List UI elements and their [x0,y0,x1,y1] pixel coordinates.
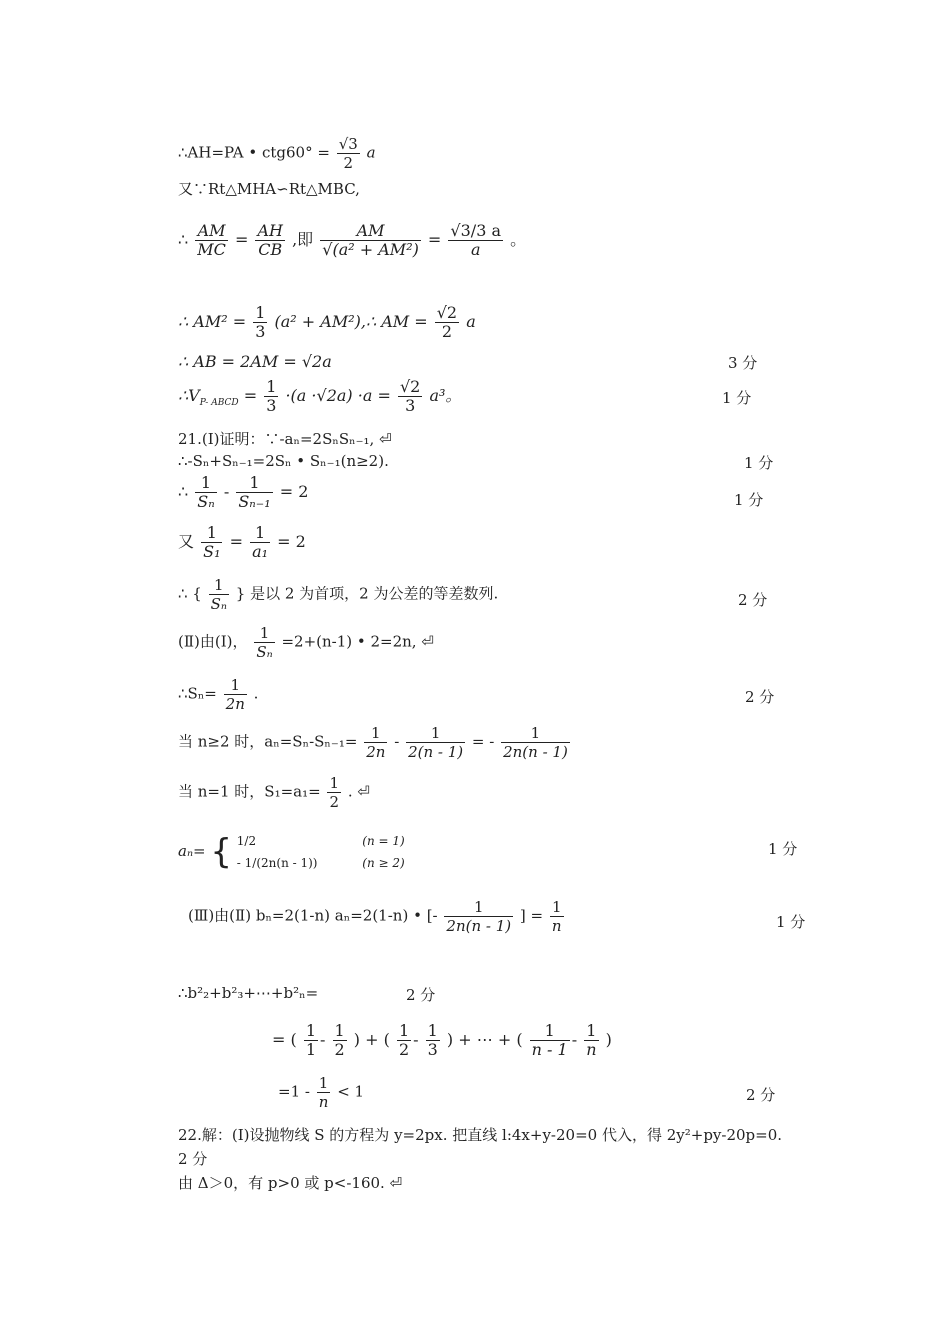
line-ab: ∴ AB = 2AM = √2a [178,352,332,371]
score-mark: 2 分 [406,986,436,1004]
fraction: $\frac{1}{2n(n - 1)}$ [446,898,512,935]
fraction: $\frac{1}{2(n - 1)}$ [408,724,464,761]
fraction: $\frac{√2}{3}$ [399,377,421,415]
line-telescoping: = ( $\frac{1}{1}$ - $\frac{1}{2}$ ) + ( $\frac{1}{2}$ - $\frac{1}{3}$ ) + ⋯ + ( $\frac{1}{n - 1}$ - $\frac{1}{n}$ ) [272,1021,612,1059]
line-ah: ∴AH=PA • ctg60° = $\frac{√3}{2}$ a [178,135,376,172]
fraction: $\frac{AM}{\text{√(a² + AM²)}}$ [322,221,419,259]
line-am-squared: ∴ AM² = $\frac{1}{3}$ (a² + AM²),∴ AM = $\frac{√2}{2}$ a [178,303,476,341]
line-21-step: ∴-Sₙ+Sₙ₋₁=2Sₙ • Sₙ₋₁(n≥2). [178,452,389,470]
fraction: $\frac{1}{n}$ [551,898,562,935]
line-an-n1: 当 n=1 时，S₁=a₁= $\frac{1}{2}$ . ⏎ [178,774,370,811]
line-volume: $\therefore V_{P- ABCD}$ = $\frac{1}{3}$ ·(a ·√2a) ·a = $\frac{√2}{3}$ a³。 [178,377,462,415]
fraction: $\frac{1}{n}$ [318,1074,329,1111]
fraction: $\frac{1}{2}$ [329,774,340,811]
fraction: $\frac{1}{n}$ [586,1021,597,1059]
line-sn: ∴Sₙ= $\frac{1}{2n}$ . [178,676,259,713]
score-mark: 1 分 [722,389,752,407]
score-mark: 3 分 [728,354,758,372]
fraction: $\frac{1}{\text{Sₙ}}$ [256,624,273,661]
fraction: $\frac{AH}{CB}$ [257,221,283,259]
left-brace-icon: { [210,832,233,872]
score-mark: 2 分 [738,591,768,609]
fraction: $\frac{1}{2}$ [398,1021,410,1059]
fraction: $\frac{1}{\text{a₁}}$ [252,523,269,561]
fraction: $\frac{AM}{MC}$ [197,221,226,259]
line-piecewise: aₙ= { 1/2 - 1/(2n(n - 1)) (n = 1) (n ≥ 2) [178,832,405,872]
score-mark: 1 分 [744,454,774,472]
line-part3: (Ⅲ)由(Ⅱ) bₙ=2(1-n) aₙ=2(1-n) • [- $\frac{1}{2n(n - 1)}$ ] = $\frac{1}{n}$ [188,898,562,935]
fraction: $\frac{1}{2n(n - 1)}$ [503,724,568,761]
line-an-n2: 当 n≥2 时，aₙ=Sₙ-Sₙ₋₁= $\frac{1}{2n}$ - $\frac{1}{2(n - 1)}$ = - $\frac{1}{2n(n - 1)}$ [178,724,568,761]
line-bn-sum: ∴b²₂+b²₃+⋯+b²ₙ= [178,984,319,1002]
fraction: $\frac{1}{\text{S₁}}$ [203,523,221,561]
fraction: $\frac{1}{2n}$ [225,676,245,713]
line-similar: 又∵Rt△MHA∽Rt△MBC, [178,180,360,198]
piecewise-conditions: (n = 1) (n ≥ 2) [362,834,405,870]
score-mark: 1 分 [768,840,798,858]
line-22-discriminant: 由 Δ＞0，有 p>0 或 p<-160. ⏎ [178,1174,403,1192]
fraction: $\frac{1}{3}$ [266,377,277,415]
line-ratio: ∴ $\frac{AM}{MC}$ = $\frac{AH}{CB}$ ,即 $\frac{AM}{\text{√(a² + AM²)}}$ = $\frac{√3/3 a}{a}$ 。 [178,221,527,259]
fraction: $\frac{√2}{2}$ [436,303,458,341]
fraction: $\frac{1}{\text{Sₙ₋₁}}$ [238,473,271,511]
line-part2: (Ⅱ)由(Ⅰ)， $\frac{1}{\text{Sₙ}}$ =2+(n-1) • 2=2n, ⏎ [178,624,434,661]
line-22-score: 2 分 [178,1150,208,1168]
line-22-solution: 22.解：(Ⅰ)设抛物线 S 的方程为 y=2px. 把直线 l:4x+y-20=0 代入，得 2y²+py-20p=0. [178,1126,783,1144]
fraction: $\frac{1}{n - 1}$ [531,1021,568,1059]
score-mark: 2 分 [745,688,775,706]
fraction: $\frac{1}{\text{Sₙ}}$ [197,473,215,511]
fraction: $\frac{√3}{2}$ [338,135,358,172]
fraction: $\frac{1}{3}$ [427,1021,438,1059]
line-arith-seq: ∴ { $\frac{1}{\text{Sₙ}}$ } 是以 2 为首项，2 为公差的等差数列. [178,576,499,613]
fraction: $\frac{1}{3}$ [255,303,266,341]
score-mark: 1 分 [734,491,764,509]
score-mark: 2 分 [746,1086,776,1104]
score-mark: 1 分 [776,913,806,931]
line-21-proof: 21.(Ⅰ)证明：∵-aₙ=2SₙSₙ₋₁, ⏎ [178,430,392,448]
fraction: $\frac{1}{2}$ [334,1021,345,1059]
line-reciprocal-diff: ∴ $\frac{1}{\text{Sₙ}}$ - $\frac{1}{\text{Sₙ₋₁}}$ = 2 [178,473,309,511]
line-initial: 又 $\frac{1}{\text{S₁}}$ = $\frac{1}{\text{a₁}}$ = 2 [178,523,306,561]
fraction: $\frac{1}{\text{Sₙ}}$ [210,576,227,613]
line-bound: =1 - $\frac{1}{n}$ < 1 [278,1074,365,1111]
fraction: $\frac{1}{1}$ [305,1021,317,1059]
piecewise-values: 1/2 - 1/(2n(n - 1)) [236,834,318,870]
fraction: $\frac{√3/3 a}{a}$ [450,221,501,259]
fraction: $\frac{1}{2n}$ [366,724,386,761]
